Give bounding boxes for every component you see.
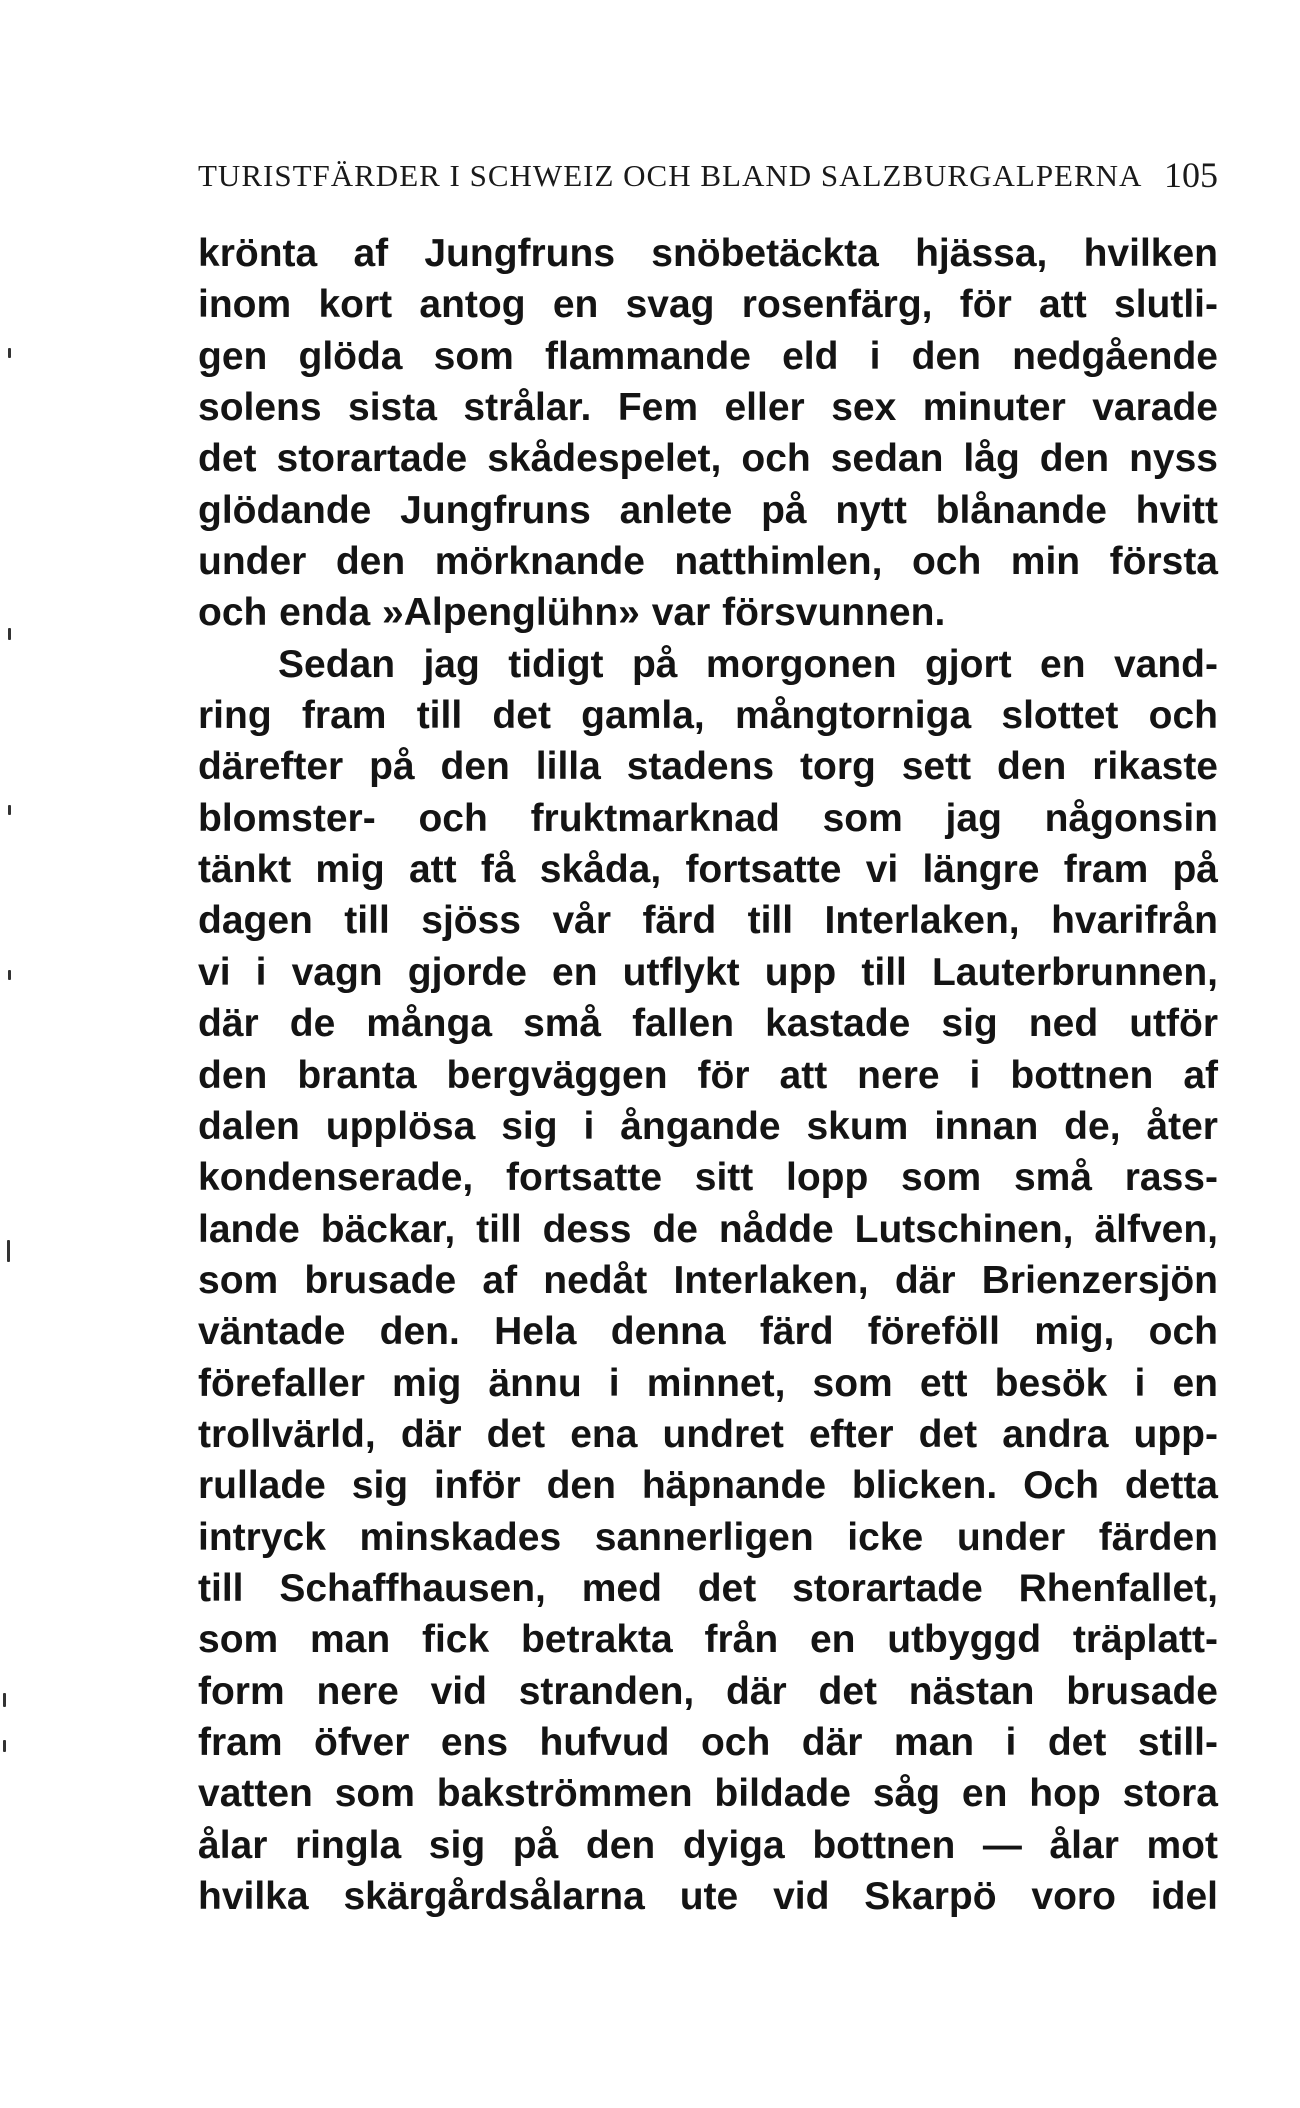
running-title: TURISTFÄRDER I SCHWEIZ OCH BLAND SALZBURGALPERNA xyxy=(198,158,1143,193)
text-line: inom kort antog en svag rosenfärg, för att slutli- xyxy=(198,283,1218,327)
text-line: som man fick betrakta från en utbyggd träplatt- xyxy=(198,1618,1218,1662)
text-line: ålar ringla sig på den dyiga bottnen — ålar mot xyxy=(198,1823,1218,1867)
text-line: hvilka skärgårdsålarna ute vid Skarpö voro idel xyxy=(198,1875,1218,1918)
text-line: där de många små fallen kastade sig ned utför xyxy=(198,1002,1218,1046)
text-line: intryck minskades sannerligen icke under färden xyxy=(198,1515,1218,1559)
text-line: förefaller mig ännu i minnet, som ett besök i en xyxy=(198,1361,1218,1405)
text-line: därefter på den lilla stadens torg sett den rikaste xyxy=(198,745,1218,789)
running-head xyxy=(198,155,1218,198)
scan-mark xyxy=(8,805,11,815)
scan-mark xyxy=(8,970,11,980)
text-line: tänkt mig att få skåda, fortsatte vi längre fram på xyxy=(198,848,1218,892)
text-line-paragraph-start: Sedan jag tidigt på morgonen gjort en vand- xyxy=(278,642,1218,686)
scan-mark xyxy=(8,348,11,358)
text-line: solens sista strålar. Fem eller sex minuter varade xyxy=(198,386,1218,430)
text-line: dagen till sjöss vår färd till Interlaken, hvarifrån xyxy=(198,899,1218,943)
text-line: dalen upplösa sig i ångande skum innan de, åter xyxy=(198,1104,1218,1148)
scan-mark xyxy=(3,1693,6,1707)
text-line: lande bäckar, till dess de nådde Lutschinen, älfven, xyxy=(198,1207,1218,1251)
text-line: det storartade skådespelet, och sedan låg den nyss xyxy=(198,437,1218,481)
text-line: glödande Jungfruns anlete på nytt blånande hvitt xyxy=(198,488,1218,532)
text-line: och enda »Alpenglühn» var försvunnen. xyxy=(198,591,946,635)
text-line: till Schaffhausen, med det storartade Rhenfallet, xyxy=(198,1566,1218,1610)
text-line: fram öfver ens hufvud och där man i det still- xyxy=(198,1720,1218,1764)
text-line: under den mörknande natthimlen, och min första xyxy=(198,540,1218,584)
text-line: form nere vid stranden, där det nästan brusade xyxy=(198,1669,1218,1713)
scan-mark xyxy=(3,1740,6,1752)
text-line: gen glöda som flammande eld i den nedgående xyxy=(198,334,1218,378)
text-line: trollvärld, där det ena undret efter det andra upp- xyxy=(198,1412,1218,1456)
scan-mark xyxy=(7,1240,10,1262)
scan-mark xyxy=(8,628,11,640)
text-line: den branta bergväggen för att nere i bottnen af xyxy=(198,1053,1218,1097)
text-line: kondenserade, fortsatte sitt lopp som små rass- xyxy=(198,1156,1218,1200)
text-line: vatten som bakströmmen bildade såg en hop stora xyxy=(198,1772,1218,1816)
text-line: rullade sig inför den häpnande blicken. Och detta xyxy=(198,1464,1218,1508)
page-number: 105 xyxy=(1164,155,1218,195)
text-line: krönta af Jungfruns snöbetäckta hjässa, hvilken xyxy=(198,232,1218,275)
body-text xyxy=(198,228,1218,1922)
text-line: väntade den. Hela denna färd föreföll mig, och xyxy=(198,1310,1218,1354)
text-line: blomster- och fruktmarknad som jag någonsin xyxy=(198,796,1218,840)
text-line: ring fram till det gamla, mångtorniga slottet och xyxy=(198,694,1218,738)
text-line: som brusade af nedåt Interlaken, där Brienzersjön xyxy=(198,1258,1218,1302)
text-line: vi i vagn gjorde en utflykt upp till Lauterbrunnen, xyxy=(198,950,1218,994)
